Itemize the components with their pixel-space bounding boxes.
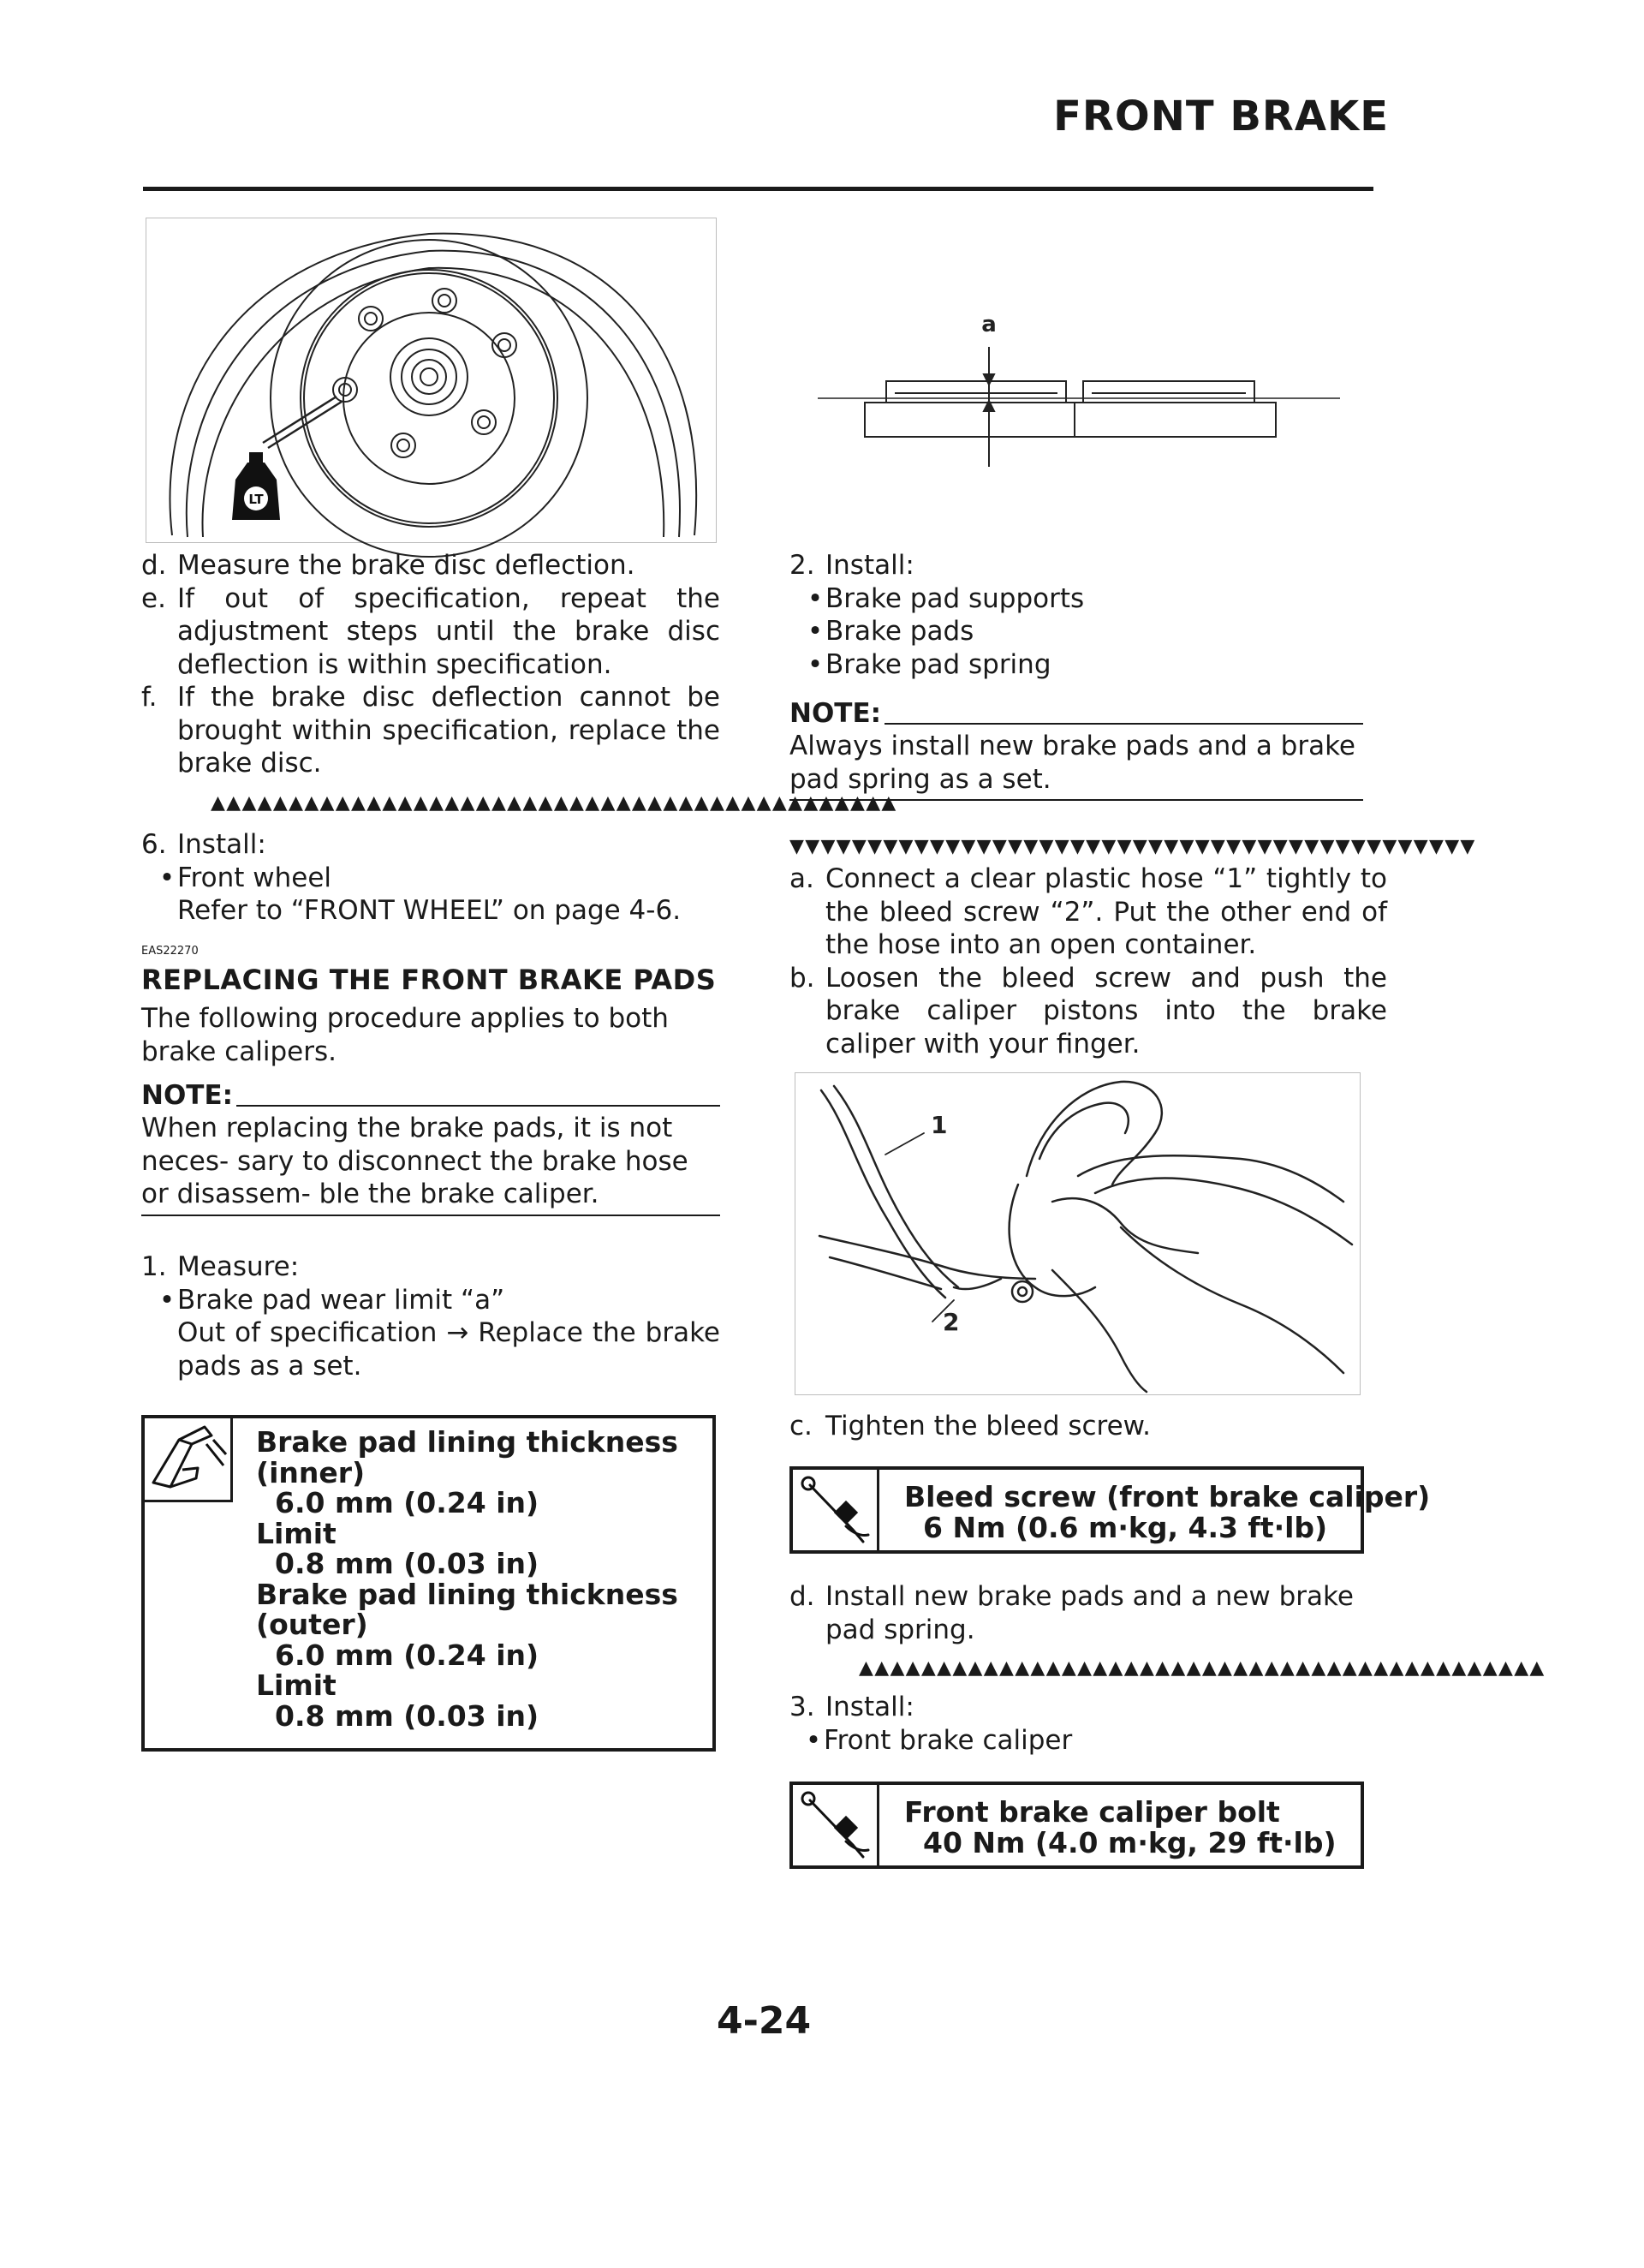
torque-wrench-icon <box>793 1470 879 1550</box>
pad-wear-figure <box>818 304 1340 471</box>
step-d: d. Measure the brake disc deflection. <box>141 550 635 581</box>
note-heading: NOTE: <box>789 698 882 729</box>
step-2-bullet-2: • Brake pads <box>807 616 974 647</box>
right-steps-a-b <box>789 862 1387 1060</box>
note-text: Always install new brake pads and a brake pad spring as a set. <box>789 730 1363 801</box>
hose-label-1: 1 <box>931 1111 948 1139</box>
note-heading: NOTE: <box>141 1080 234 1111</box>
step-2-bullet-1: • Brake pad supports <box>807 582 1085 614</box>
note-right <box>789 697 1363 801</box>
pad-spec-text: Brake pad lining thickness (inner) 6.0 mm (0.24 in) Limit 0.8 mm (0.03 in) Brake pad lining thickness (outer) 6.0 mm (0.24 in) Limit 0.8 mm (0.03 in) <box>256 1425 678 1733</box>
start-marker-right: ▼▼▼▼▼▼▼▼▼▼▼▼▼▼▼▼▼▼▼▼▼▼▼▼▼▼▼▼▼▼▼▼▼▼▼▼▼▼▼▼▼▼▼▼ <box>789 836 1476 857</box>
caliper-bolt-torque-box <box>789 1782 1364 1869</box>
section-code: EAS22270 <box>141 945 199 958</box>
end-marker-left: ▲▲▲▲▲▲▲▲▲▲▲▲▲▲▲▲▲▲▲▲▲▲▲▲▲▲▲▲▲▲▲▲▲▲▲▲▲▲▲▲▲▲▲▲ <box>211 792 897 814</box>
step-1: 1. Measure: • Brake pad wear limit “a” Out of specification → Replace the brake pads as a set. <box>141 1251 720 1382</box>
step-e: e. If out of specification, repeat the adjustment steps until the brake disc deflection is within specification. <box>141 582 720 680</box>
end-marker-right: ▲▲▲▲▲▲▲▲▲▲▲▲▲▲▲▲▲▲▲▲▲▲▲▲▲▲▲▲▲▲▲▲▲▲▲▲▲▲▲▲▲▲▲▲ <box>859 1657 1546 1679</box>
step-1-sub: Out of specification → Replace the brake pads as a set. <box>177 1317 720 1382</box>
step-c: c. Tighten the bleed screw. <box>789 1411 1152 1441</box>
header-rule <box>143 187 1373 191</box>
torque-wrench-icon <box>793 1785 879 1865</box>
note-left <box>141 1079 720 1216</box>
step-1-bullet: Brake pad wear limit “a” <box>177 1284 505 1316</box>
loctite-label: LT <box>248 492 264 507</box>
pad-thickness-diagram <box>818 304 1340 471</box>
note-text: When replacing the brake pads, it is not neces- sary to disconnect the brake hose or disassem- ble the brake caliper. <box>141 1112 720 1216</box>
caliper-bolt-torque-text: Front brake caliper bolt 40 Nm (4.0 m·kg, 29 ft·lb) <box>904 1795 1337 1859</box>
page-title: FRONT BRAKE <box>1053 93 1389 140</box>
bleed-screw-torque-box <box>789 1466 1431 1554</box>
brake-disc-illustration <box>146 218 716 542</box>
pad-label-a: a <box>981 312 997 337</box>
step-b: b. Loosen the bleed screw and push the brake caliper pistons into the brake caliper with your finger. <box>789 962 1387 1059</box>
step-d-right: d. Install new brake pads and a new brake pad spring. <box>789 1581 1354 1645</box>
step-6-ref: Refer to “FRONT WHEEL” on page 4-6. <box>177 895 682 926</box>
caliper-gauge-icon <box>145 1418 233 1502</box>
left-steps-d-f <box>141 549 720 780</box>
step-2: 2. Install: • Brake pad supports • Brake pads • Brake pad spring <box>789 549 1372 681</box>
step-3-bullet: Front brake caliper <box>824 1724 1073 1756</box>
step-f: f. If the brake disc deflection cannot be brought within specification, replace the brake disc. <box>141 682 720 779</box>
bleed-screw-label-2: 2 <box>943 1308 960 1336</box>
bleed-screw-torque-text: Bleed screw (front brake caliper) 6 Nm (0.6 m·kg, 4.3 ft·lb) <box>904 1480 1431 1544</box>
step-3: 3. Install: • Front brake caliper <box>789 1692 1073 1756</box>
bleed-screw-figure <box>795 1072 1361 1395</box>
step-6-bullet: Front wheel <box>177 862 332 893</box>
section-intro: The following procedure applies to both brake calipers. <box>141 1003 669 1067</box>
step-6: 6. Install: • Front wheel Refer to “FRONT WHEEL” on page 4-6. <box>141 828 720 928</box>
step-2-bullet-3: • Brake pad spring <box>807 648 1051 680</box>
pad-thickness-spec-box <box>141 1415 716 1752</box>
brake-disc-figure <box>146 218 717 543</box>
page-number: 4-24 <box>717 1999 812 2043</box>
step-a: a. Connect a clear plastic hose “1” tightly to the bleed screw “2”. Put the other end of the hose into an open container. <box>789 863 1387 960</box>
section-title: REPLACING THE FRONT BRAKE PADS <box>141 964 717 996</box>
caliper-hose-illustration <box>795 1073 1360 1394</box>
